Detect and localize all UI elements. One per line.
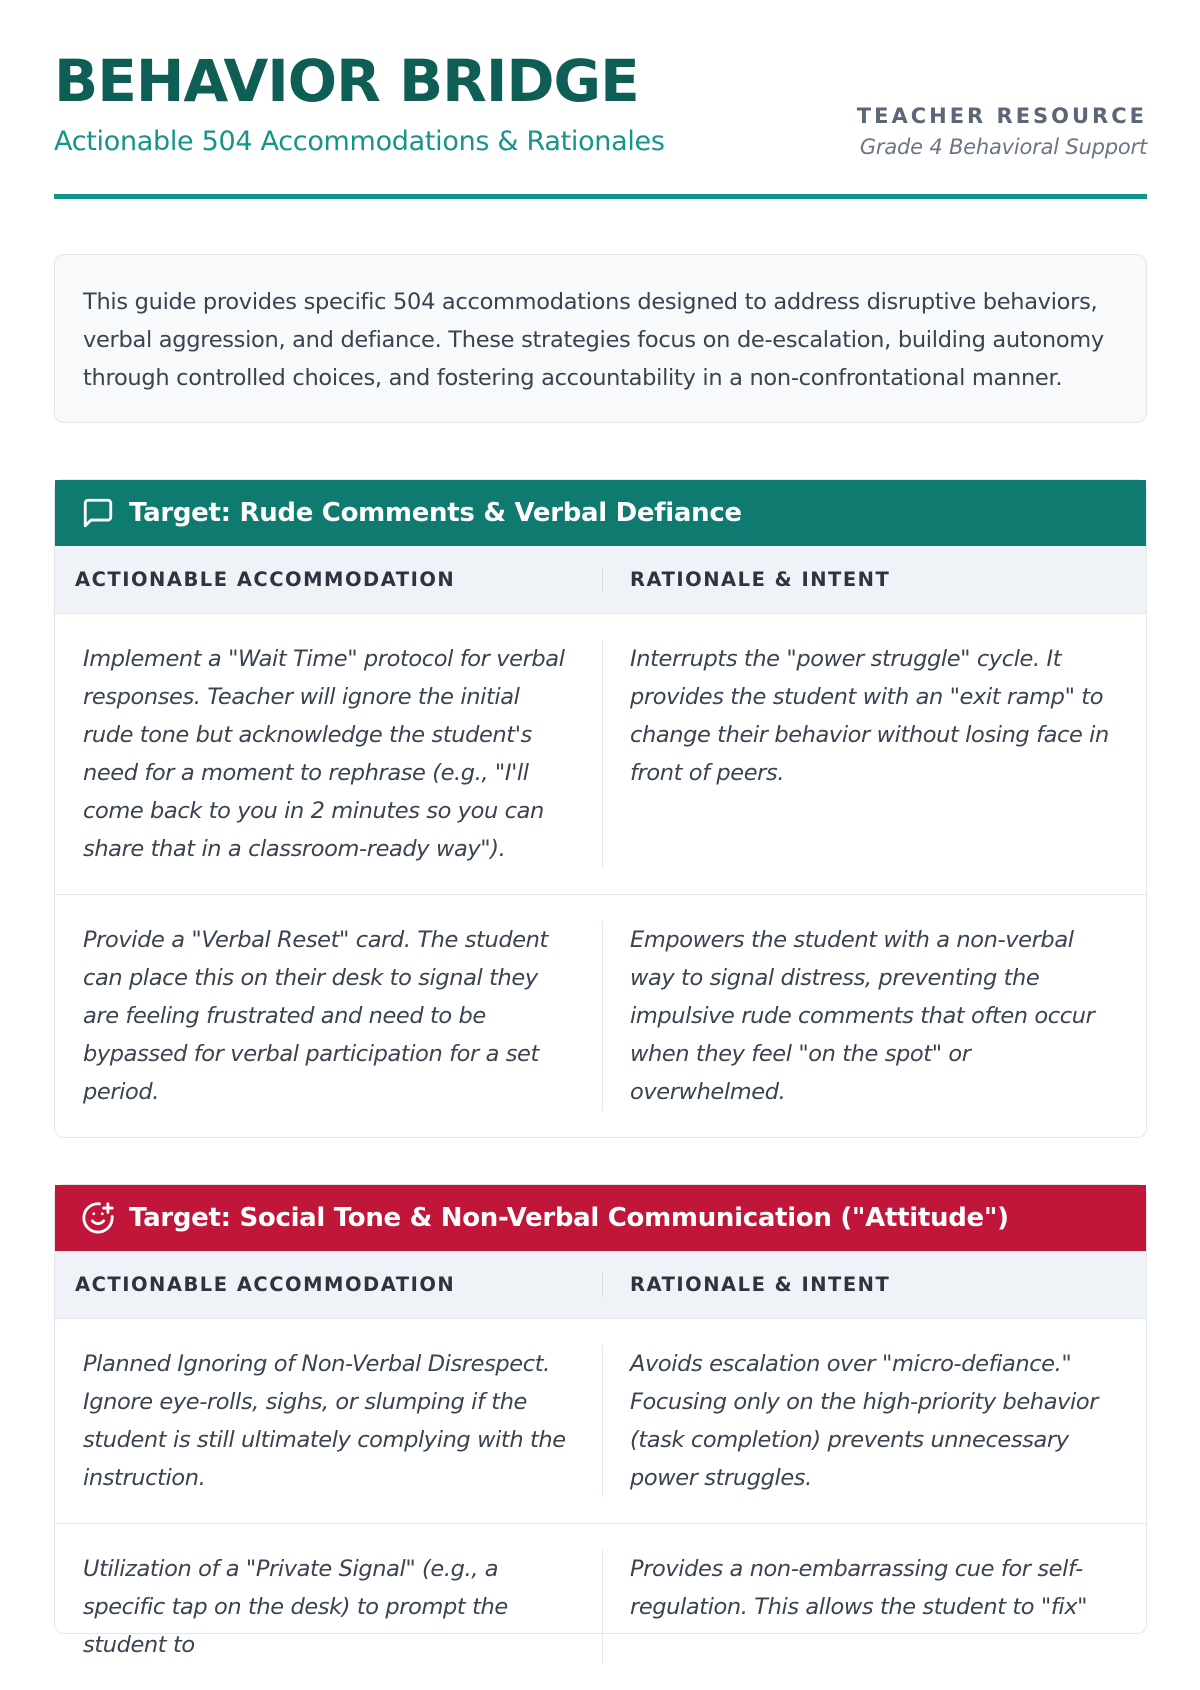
table-row [55, 895, 1146, 1137]
resource-label: TEACHER RESOURCE [856, 104, 1147, 128]
section-title: Target: Rude Comments & Verbal Defiance [129, 498, 742, 528]
rationale-cell: Interrupts the "power struggle" cycle. It provides the student with an "exit ramp" to change their behavior without losing face in front of peers. [602, 640, 1146, 868]
document-page [54, 0, 1147, 1658]
message-square-icon [81, 496, 115, 530]
smile-plus-icon [81, 1201, 115, 1235]
table-row [55, 1319, 1146, 1524]
accommodation-cell: Implement a "Wait Time" protocol for verbal responses. Teacher will ignore the initial rude tone but acknowledge the student's need for a moment to rephrase (e.g., "I'll come back to you in 2 minutes so you can share that in a classroom-ready way"). [83, 646, 565, 862]
column-header-accommodation: ACTIONABLE ACCOMMODATION [75, 1273, 456, 1296]
page-subtitle: Actionable 504 Accommodations & Rationales [54, 126, 665, 157]
table-header [55, 546, 1146, 614]
accommodation-cell: Provide a "Verbal Reset" card. The student can place this on their desk to signal they are feeling frustrated and need to be bypassed for verbal participation for a set period. [83, 927, 548, 1105]
table-header [55, 1251, 1146, 1319]
column-header-rationale: RATIONALE & INTENT [602, 567, 1146, 593]
accommodation-cell: Planned Ignoring of Non-Verbal Disrespect. Ignore eye-rolls, sighs, or slumping if the student is still ultimately complying with the instruction. [83, 1351, 566, 1491]
page-title: BEHAVIOR BRIDGE [54, 47, 639, 115]
intro-box [54, 254, 1147, 423]
section-header [55, 1185, 1146, 1251]
header [54, 0, 1147, 200]
intro-text: This guide provides specific 504 accommodations designed to address disruptive behaviors, verbal aggression, and defiance. These strategies focus on de-escalation, building autonomy through controlled choices, and fostering accountability in a non-confrontational manner. [83, 289, 1104, 391]
column-header-accommodation: ACTIONABLE ACCOMMODATION [75, 568, 456, 591]
table-row [55, 614, 1146, 895]
resource-grade: Grade 4 Behavioral Support [859, 135, 1147, 159]
rationale-cell: Provides a non-embarrassing cue for self-regulation. This allows the student to "fix" [602, 1550, 1146, 1664]
rationale-cell: Empowers the student with a non-verbal way to signal distress, preventing the impulsive rude comments that often occur when they feel "on the spot" or overwhelmed. [602, 921, 1146, 1111]
accommodation-cell: Utilization of a "Private Signal" (e.g., a specific tap on the desk) to prompt the student to [83, 1556, 508, 1658]
section-header [55, 480, 1146, 546]
section-social-tone [54, 1184, 1147, 1658]
section-verbal-defiance [54, 479, 1147, 1138]
header-divider [54, 194, 1147, 199]
column-header-rationale: RATIONALE & INTENT [602, 1272, 1146, 1298]
table-row [55, 1524, 1146, 1690]
rationale-cell: Avoids escalation over "micro-defiance." Focusing only on the high-priority behavior (task completion) prevents unnecessary power struggles. [602, 1345, 1146, 1497]
section-title: Target: Social Tone & Non-Verbal Communication ("Attitude") [129, 1203, 1009, 1233]
